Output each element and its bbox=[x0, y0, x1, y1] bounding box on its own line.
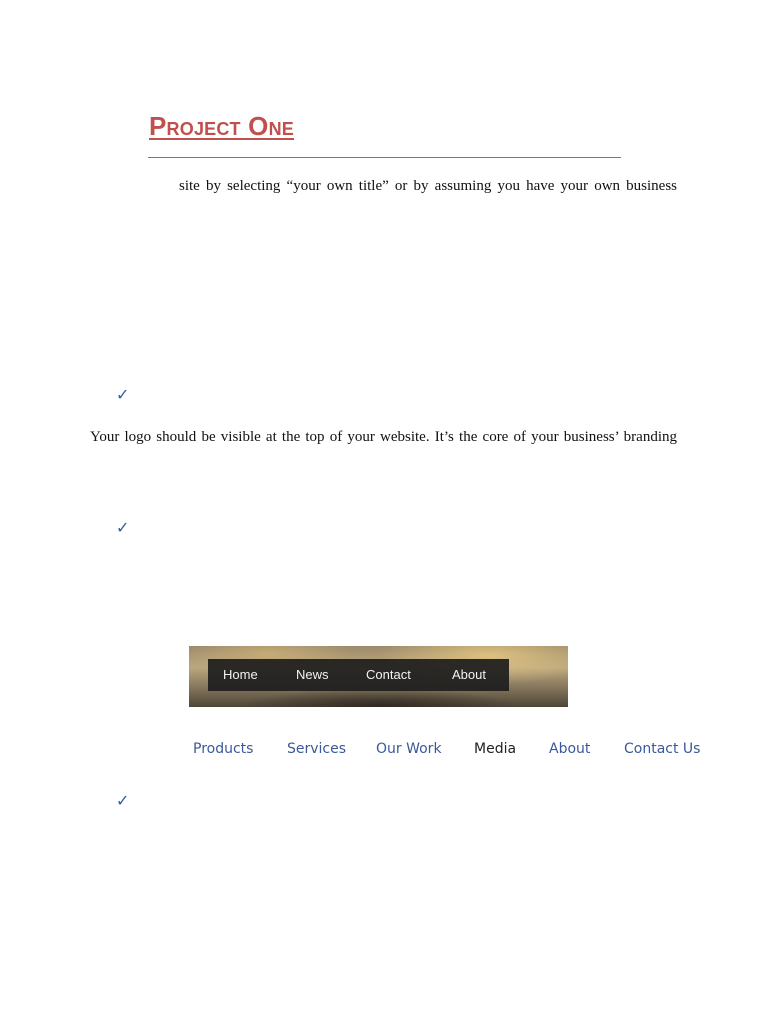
banner-nav-contact[interactable]: Contact bbox=[366, 667, 411, 682]
nav-link-products[interactable]: Products bbox=[193, 741, 254, 757]
nav-link-about[interactable]: About bbox=[549, 741, 591, 757]
page-title: Project One bbox=[149, 111, 295, 141]
banner-nav-about[interactable]: About bbox=[452, 667, 486, 682]
nav-link-services[interactable]: Services bbox=[287, 741, 347, 757]
checkmark-icon: ✓ bbox=[116, 385, 130, 404]
nav-link-media[interactable]: Media bbox=[474, 741, 517, 757]
title-underline-rule bbox=[148, 157, 621, 158]
checkmark-icon: ✓ bbox=[116, 518, 130, 537]
banner-nav-home[interactable]: Home bbox=[223, 667, 258, 682]
nav-link-our-work[interactable]: Our Work bbox=[376, 741, 442, 757]
banner-nav-bar bbox=[208, 659, 509, 691]
nav-link-contact-us[interactable]: Contact Us bbox=[624, 741, 701, 757]
checkmark-icon: ✓ bbox=[116, 791, 130, 810]
banner-nav-news[interactable]: News bbox=[296, 667, 329, 682]
paragraph-logo: Your logo should be visible at the top of your website. It’s the core of your business’ branding bbox=[90, 429, 677, 445]
paragraph-site-title: site by selecting “your own title” or by assuming you have your own business bbox=[179, 178, 677, 194]
example-nav-menu bbox=[0, 739, 768, 759]
navigation-banner-image bbox=[189, 646, 568, 707]
